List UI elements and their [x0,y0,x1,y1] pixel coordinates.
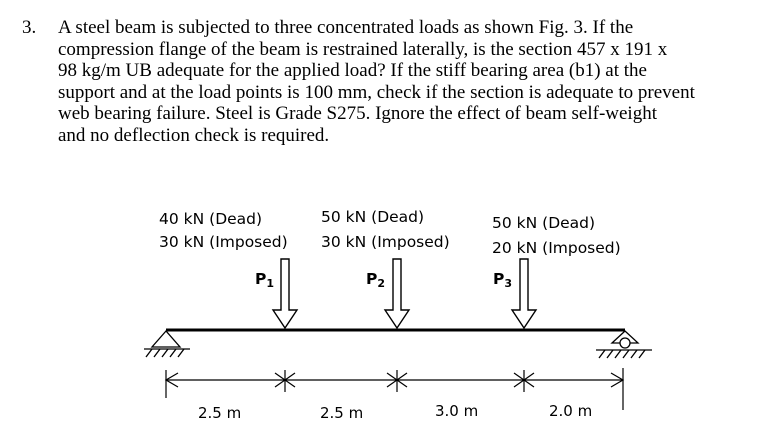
question-line: and no deflection check is required. [58,124,330,146]
question-number: 3. [22,17,37,38]
point-label-p2: P2 [366,270,386,290]
question-line: web bearing failure. Steel is Grade S275. Ignore the effect of beam self-weight [58,103,657,124]
load-1-dead: 40 kN (Dead) [159,210,263,228]
load-3-imposed: 20 kN (Imposed) [492,239,621,257]
span-label-1: 2.5 m [198,404,242,422]
question-line: A steel beam is subjected to three concentrated loads as shown Fig. 3. If the [58,17,634,38]
span-label-4: 2.0 m [549,402,593,420]
load-1-imposed: 30 kN (Imposed) [159,233,288,251]
roller-support-right [596,331,652,358]
load-arrow-p1 [273,259,297,328]
span-label-2: 2.5 m [320,404,364,422]
load-3-dead: 50 kN (Dead) [492,214,596,232]
question-line: 98 kg/m UB adequate for the applied load? If the stiff bearing area (b1) at the [58,60,647,81]
question-line: support and at the load points is 100 mm, check if the section is adequate to prevent [58,81,695,103]
point-label-p3: P3 [493,270,513,290]
load-2-imposed: 30 kN (Imposed) [321,233,450,251]
point-label-p1: P1 [255,270,275,290]
span-label-3: 3.0 m [435,402,479,420]
load-arrow-p3 [512,259,536,328]
load-arrow-p2 [385,259,409,328]
pin-support-left [144,331,190,357]
question-line: compression flange of the beam is restrained laterally, is the section 457 x 191 x [58,38,668,60]
load-2-dead: 50 kN (Dead) [321,208,425,226]
